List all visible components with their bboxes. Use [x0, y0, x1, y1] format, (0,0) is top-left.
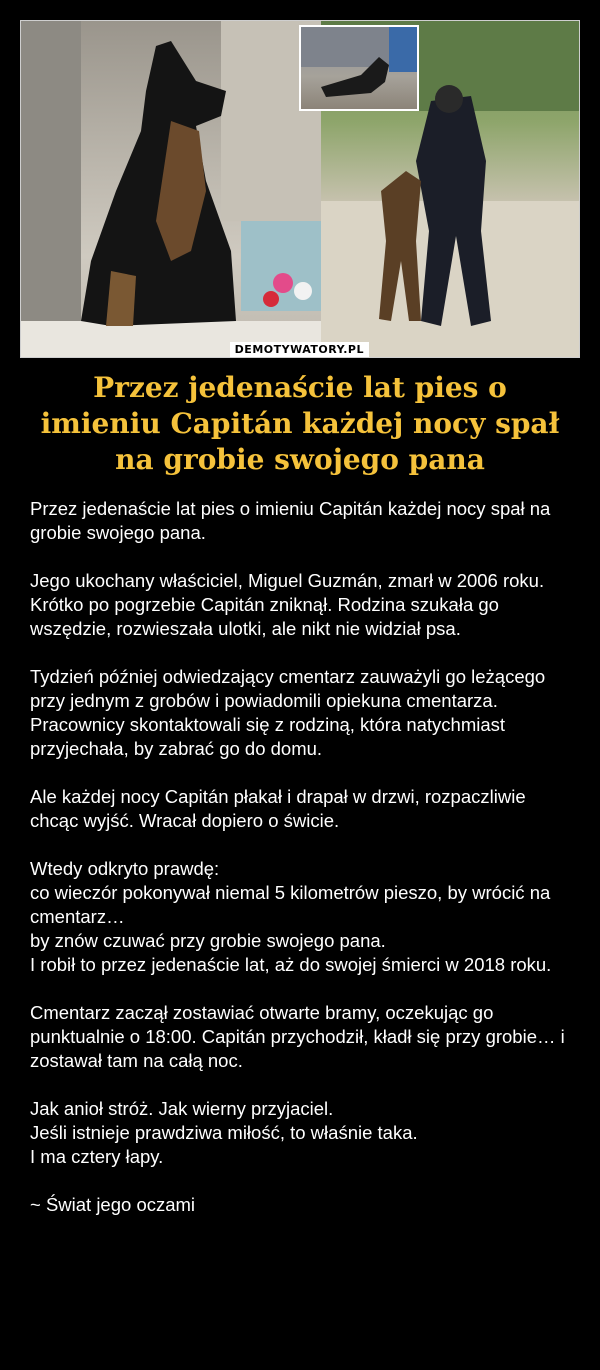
body-paragraph [30, 785, 572, 833]
body-paragraph [30, 1001, 572, 1073]
body-paragraph [30, 857, 572, 977]
post-title: Przez jedenaście lat pies o imieniu Capitán każdej nocy spał na grobie swojego pana [40, 371, 560, 476]
post-body [30, 497, 572, 1217]
dog-at-grave-photo [21, 21, 321, 357]
body-line: Jeśli istnieje prawdziwa miłość, to właśnie taka. [30, 1122, 418, 1143]
body-line: Wtedy odkryto prawdę: [30, 858, 220, 879]
body-line: Jego ukochany właściciel, Miguel Guzmán, zmarł w 2006 roku. Krótko po pogrzebie Capitán zniknął. Rodzina szukała go wszędzie, rozwieszała ulotki, ale nikt nie widział psa. [30, 570, 545, 639]
dog-silhouette [21, 21, 321, 357]
body-line: Cmentarz zaczął zostawiać otwarte bramy, oczekując go punktualnie o 18:00. Capitán przychodził, kładł się przy grobie… i zostawał tam na całą noc. [30, 1002, 565, 1071]
body-paragraph [30, 1097, 572, 1169]
inset-photo [299, 25, 419, 111]
body-paragraph [30, 569, 572, 641]
watermark: DEMOTYWATORY.PL [230, 342, 369, 357]
main-image [20, 20, 580, 358]
body-line: ~ Świat jego oczami [30, 1194, 196, 1215]
body-line: Jak anioł stróż. Jak wierny przyjaciel. [30, 1098, 334, 1119]
body-line: co wieczór pokonywał niemal 5 kilometrów pieszo, by wrócić na cmentarz… [30, 882, 551, 927]
body-paragraph [30, 497, 572, 545]
body-paragraph [30, 1193, 572, 1217]
body-paragraph [30, 665, 572, 761]
lying-dog-silhouette [301, 27, 417, 109]
body-line: by znów czuwać przy grobie swojego pana. [30, 930, 386, 951]
body-line: Tydzień później odwiedzający cmentarz zauważyli go leżącego przy jednym z grobów i powiadomili opiekuna cmentarza. Pracownicy skontaktowali się z rodziną, która natychmiast przyjechała, by zabrać go do domu. [30, 666, 546, 759]
body-line: Przez jedenaście lat pies o imieniu Capitán każdej nocy spał na grobie swojego pana. [30, 498, 551, 543]
body-line: I ma cztery łapy. [30, 1146, 164, 1167]
body-line: Ale każdej nocy Capitán płakał i drapał w drzwi, rozpaczliwie chcąc wyjść. Wracał dopiero o świcie. [30, 786, 526, 831]
body-line: I robił to przez jedenaście lat, aż do swojej śmierci w 2018 roku. [30, 954, 552, 975]
